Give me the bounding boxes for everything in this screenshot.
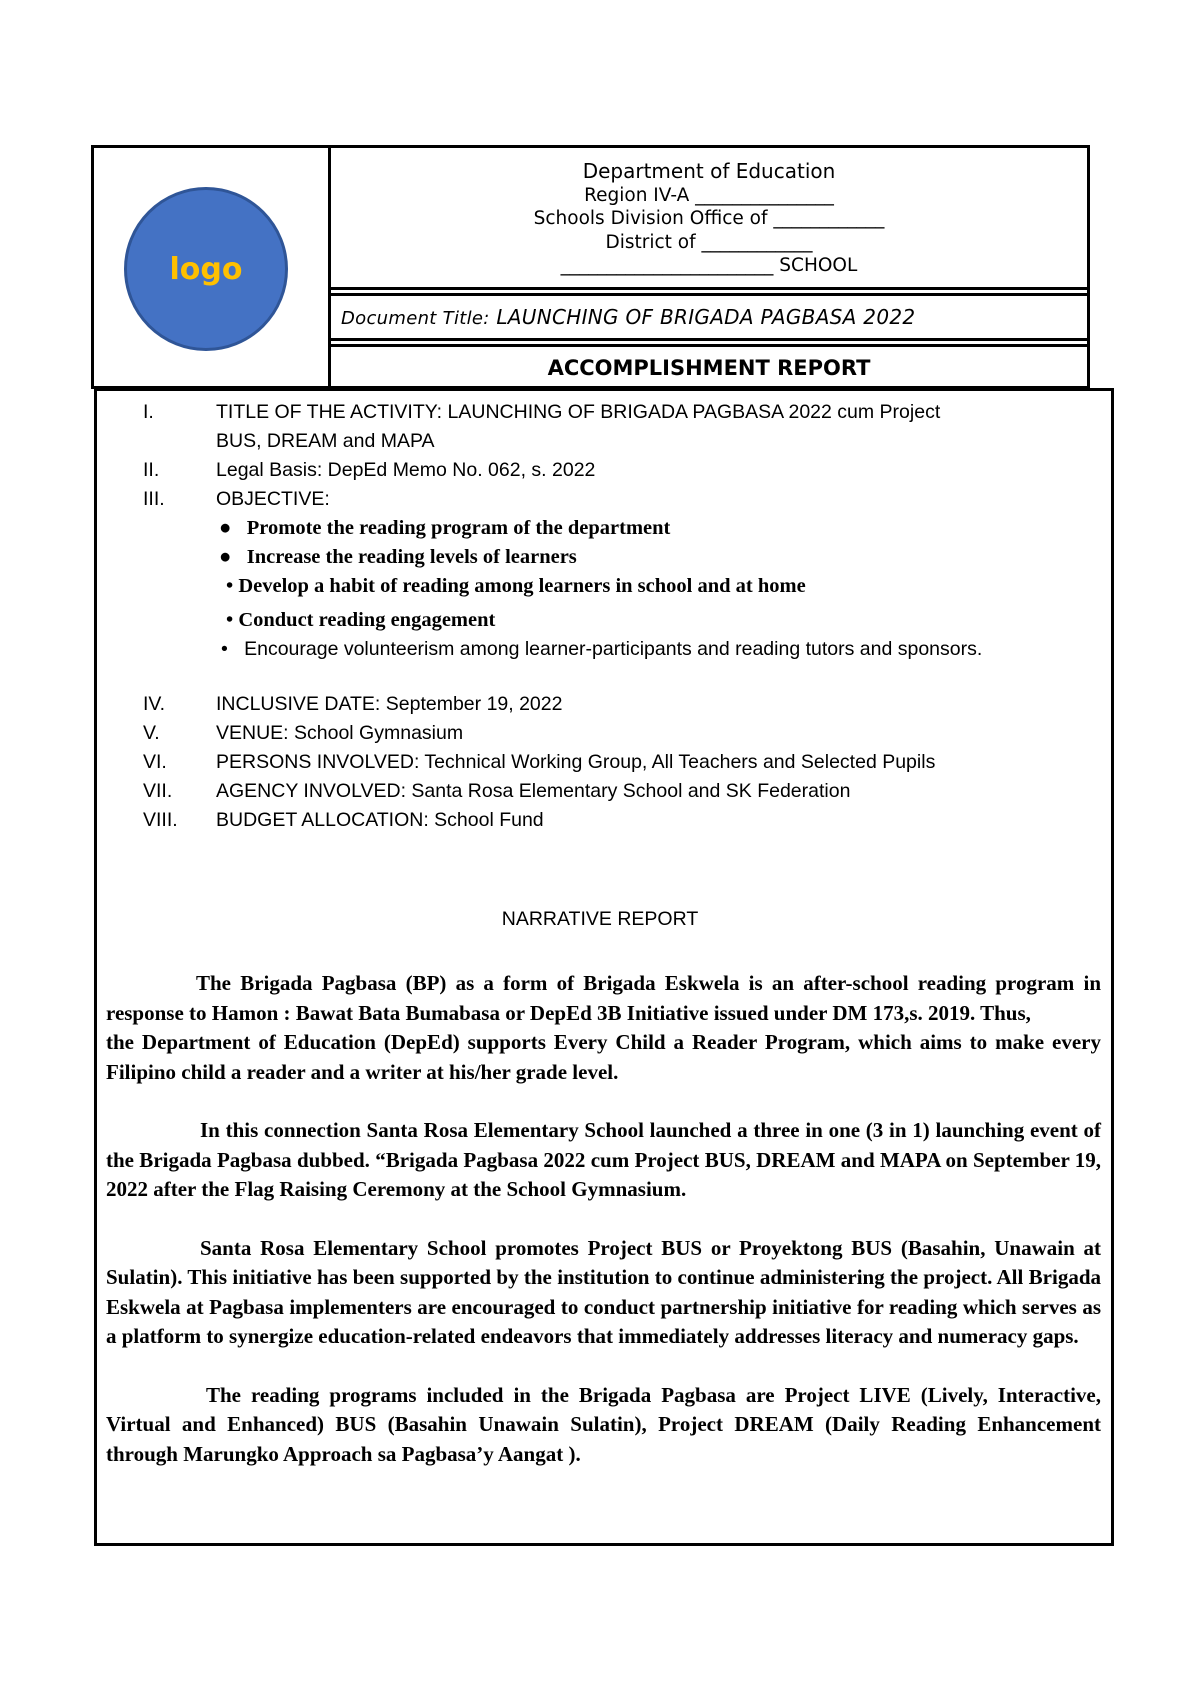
objective-item: • Encourage volunteerism among learner-participants and reading tutors and sponsors. — [221, 638, 983, 660]
list-item: V. VENUE: School Gymnasium — [143, 722, 464, 744]
report-items — [143, 398, 1103, 835]
agency-department: Department of Education — [582, 159, 836, 183]
agency-district: District of ____________ — [605, 231, 813, 253]
bullet-icon: • — [221, 638, 228, 660]
document-title — [331, 293, 1087, 341]
list-item: II. Legal Basis: DepEd Memo No. 062, s. 2022 — [143, 459, 596, 481]
logo-cell — [94, 148, 331, 386]
narrative-heading: NARRATIVE REPORT — [501, 908, 699, 930]
bullet-icon: • — [226, 609, 234, 631]
document-header — [91, 145, 1090, 389]
list-item: III. OBJECTIVE: — [143, 488, 330, 510]
agency-block — [331, 148, 1087, 290]
agency-division: Schools Division Office of ____________ — [533, 208, 885, 229]
narrative-paragraph: the Department of Education (DepEd) supports Every Child a Reader Program, which aims to make every Filipino child a reader and a writer at his/her grade level. — [106, 1030, 1101, 1084]
list-item: VIII. BUDGET ALLOCATION: School Fund — [143, 809, 544, 831]
agency-region: Region IV-A _______________ — [584, 184, 834, 206]
objective-item: • Develop a habit of reading among learners in school and at home — [226, 575, 806, 597]
list-item-continuation: BUS, DREAM and MAPA — [216, 430, 435, 452]
objective-item: ● Increase the reading levels of learners — [219, 546, 577, 568]
narrative-paragraph: The Brigada Pagbasa (BP) as a form of Brigada Eskwela is an after-school reading program in response to Hamon : Bawat Bata Bumabasa or DepEd 3B Initiative issued under DM 173,s. 2019. Thus, — [106, 971, 1101, 1025]
agency-school: _______________________ SCHOOL — [560, 255, 858, 276]
list-item: I. TITLE OF THE ACTIVITY: LAUNCHING OF BRIGADA PAGBASA 2022 cum Project — [143, 401, 941, 423]
narrative-paragraph: Santa Rosa Elementary School promotes Project BUS or Proyektong BUS (Basahin, Unawain at Sulatin). This initiative has been supported by the institution to continue administering the project. All Brigada Eskwela at Pagbasa implementers are encouraged to conduct partnership initiative for reading which serves as a platform to synergize education-related endeavors that immediately addresses literacy and numeracy gaps. — [106, 1235, 1101, 1348]
document-title-value: LAUNCHING OF BRIGADA PAGBASA 2022 — [496, 305, 916, 329]
bullet-icon: ● — [219, 517, 232, 539]
objective-item: • Conduct reading engagement — [226, 609, 496, 631]
narrative-paragraph: In this connection Santa Rosa Elementary School launched a three in one (3 in 1) launching event of the Brigada Pagbasa dubbed. “Brigada Pagbasa 2022 cum Project BUS, DREAM and MAPA on September 19, 2022 after the Flag Raising Ceremony at the School Gymnasium. — [106, 1118, 1101, 1201]
list-item: VI. PERSONS INVOLVED: Technical Working Group, All Teachers and Selected Pupils — [143, 751, 936, 773]
list-item: VII. AGENCY INVOLVED: Santa Rosa Elementary School and SK Federation — [143, 780, 851, 802]
logo-placeholder — [124, 187, 288, 351]
list-item: IV. INCLUSIVE DATE: September 19, 2022 — [143, 693, 563, 715]
bullet-icon: ● — [219, 546, 232, 568]
objective-item: ● Promote the reading program of the department — [219, 517, 671, 539]
narrative-body — [106, 969, 1101, 1498]
report-type: ACCOMPLISHMENT REPORT — [331, 344, 1087, 386]
narrative-paragraph: The reading programs included in the Brigada Pagbasa are Project LIVE (Lively, Interactive, Virtual and Enhanced) BUS (Basahin Unawain Sulatin), Project DREAM (Daily Reading Enhancement through Marungko Approach sa Pagbasa’y Aangat ). — [106, 1382, 1101, 1466]
document-title-label: Document Title: — [341, 308, 490, 329]
bullet-icon: • — [226, 575, 234, 597]
logo-text: logo — [169, 251, 243, 287]
